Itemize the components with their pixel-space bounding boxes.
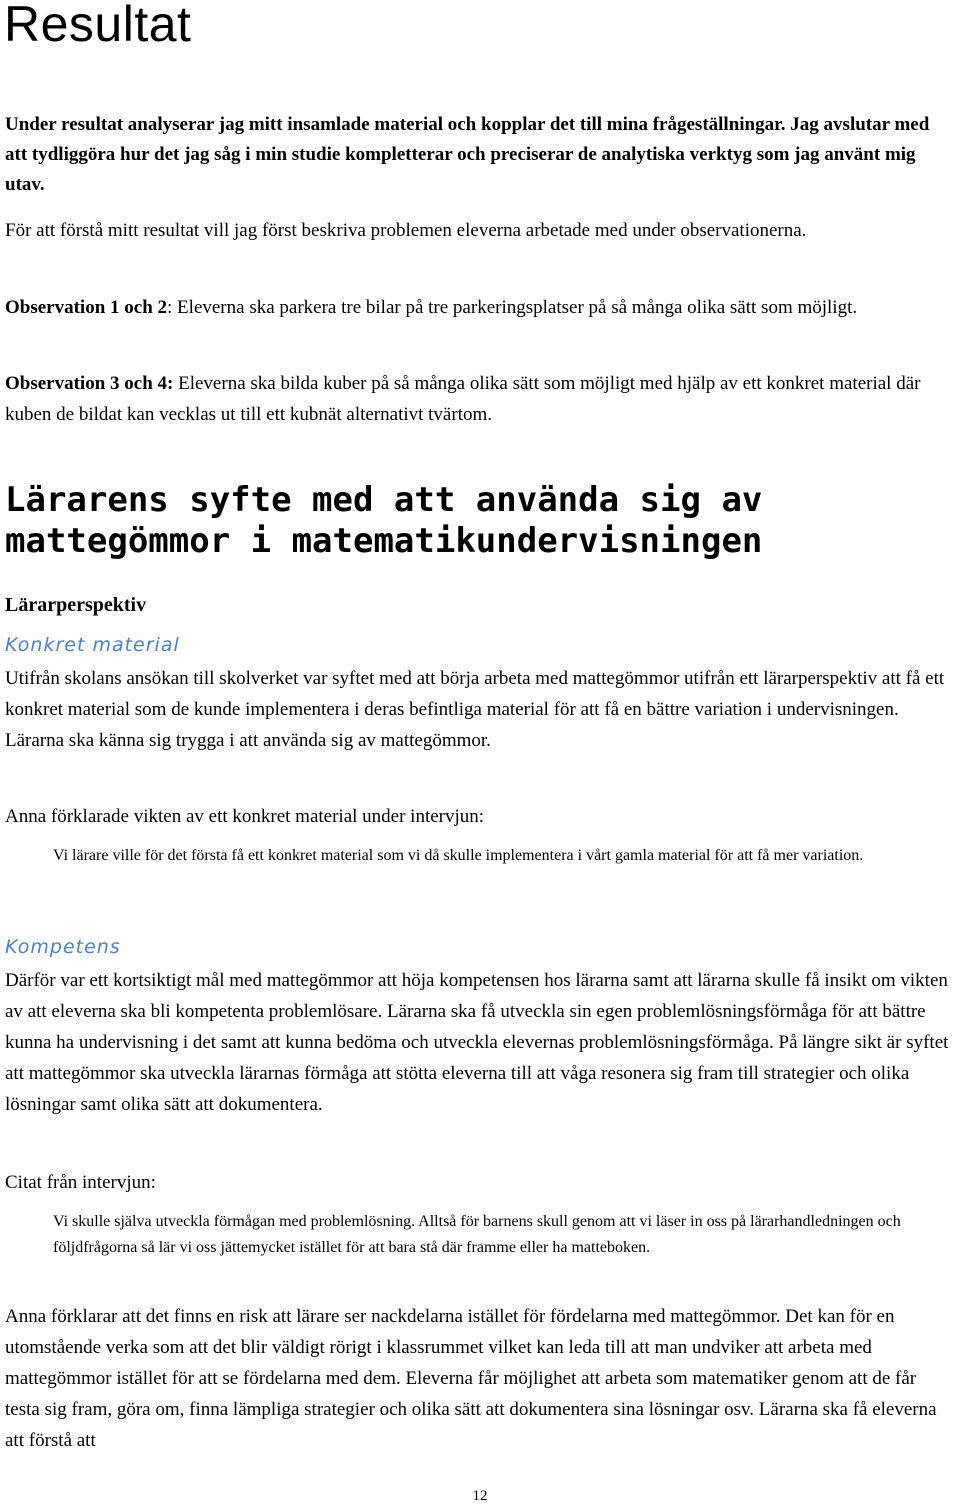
page-heading: Resultat	[4, 0, 192, 52]
subheading-lararperspektiv: Lärarperspektiv	[5, 594, 147, 616]
paragraph-anna-intro: Anna förklarade vikten av ett konkret material under intervjun:	[5, 806, 485, 827]
interview-quote-2: Vi skulle själva utveckla förmågan med problemlösning. Alltså för barnens skull genom att vi läser in oss på lärarhandledningen och följdfrågorna så lär vi oss jättemycket istället för att bara stå där framme eller ha matteboken.	[53, 1213, 901, 1256]
page-number: 12	[472, 1488, 488, 1504]
observation-3-paragraph	[5, 368, 955, 430]
subheading-konkret-material: Konkret material	[5, 634, 180, 656]
paragraph-syfte: Utifrån skolans ansökan till skolverket var syftet med att börja arbeta med mattegömmor utifrån ett lärarperspektiv att få ett konkret material som de kunde implementera i deras befintliga material för att få en bättre variation i undervisningen. Lärarna ska känna sig trygga i att använda sig av mattegömmor.	[5, 668, 945, 751]
paragraph-problem-description: För att förstå mitt resultat vill jag först beskriva problemen eleverna arbetade med under observationerna.	[5, 220, 807, 241]
paragraph-risk: Anna förklarar att det finns en risk att lärare ser nackdelarna istället för fördelarna med mattegömmor. Det kan för en utomstående verka som att det blir väldigt rörigt i klassrummet vilket kan leda till att man undviker att arbeta med mattegömmor istället för att se fördelarna med dem. Eleverna får möjlighet att arbeta som matematiker genom att de får testa sig fram, göra om, finna lämpliga strategier och olika sätt att dokumentera sina lösningar osv. Lärarna ska få eleverna att förstå att	[5, 1306, 937, 1451]
section-heading: Lärarens syfte med att använda sig av mattegömmor i matematikundervisningen	[5, 480, 763, 561]
interview-quote-1: Vi lärare ville för det första få ett konkret material som vi då skulle implementera i vårt gamla material för att få mer variation.	[53, 847, 864, 864]
paragraph-citat-label: Citat från intervjun:	[5, 1172, 156, 1193]
observation-3-text: Eleverna ska bilda kuber på så många olika sätt som möjligt med hjälp av ett konkret material där kuben de bildat kan vecklas ut till ett kubnät alternativt tvärtom.	[5, 373, 921, 425]
observation-3-label: Observation 3 och 4:	[5, 373, 174, 394]
observation-1-paragraph	[5, 292, 955, 323]
paragraph-kompetens: Därför var ett kortsiktigt mål med mattegömmor att höja kompetensen hos lärarna samt att lärarna skulle få insikt om vikten av att eleverna ska bli kompetenta problemlösare. Lärarna ska få utveckla sin egen problemlösningsförmåga för att bättre kunna ha undervisning i det samt att kunna bedöma och utveckla elevernas problemlösningsförmåga. På längre sikt är syftet att mattegömmor ska utveckla lärarnas förmåga att stötta eleverna till att våga resonera sig fram till strategier och olika lösningar samt olika sätt att dokumentera.	[5, 970, 949, 1115]
subheading-kompetens: Kompetens	[5, 936, 121, 958]
observation-1-text: : Eleverna ska parkera tre bilar på tre parkeringsplatser på så många olika sätt som möjligt.	[167, 297, 858, 318]
observation-1-label: Observation 1 och 2	[5, 297, 168, 318]
intro-paragraph: Under resultat analyserar jag mitt insamlade material och kopplar det till mina frågeställningar. Jag avslutar med att tydliggöra hur det jag såg i min studie kompletterar och preciserar de analytiska verktyg som jag använt mig utav.	[5, 114, 930, 195]
